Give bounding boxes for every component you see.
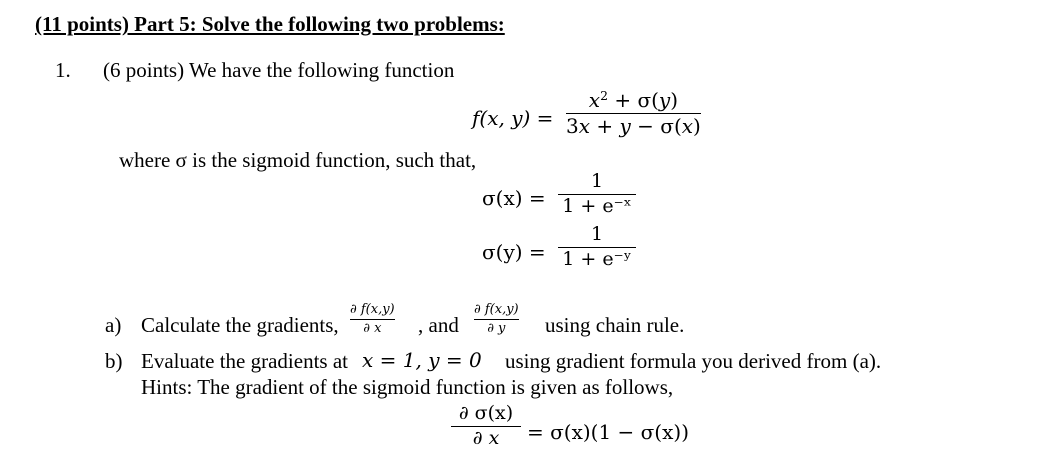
gradient-fy-numerator: ∂ f(x,y): [474, 302, 519, 317]
part-a-label: a): [105, 313, 122, 337]
function-numerator: $x^2 + \sigma(y)$: [588, 88, 679, 112]
part-b-label: b): [105, 349, 123, 373]
part-b-text-after: using gradient formula you derived from (a).: [505, 349, 882, 373]
sigmoid-y-lhs: σ(y) =: [482, 240, 546, 264]
where-text: where σ is the sigmoid function, such that,: [119, 148, 477, 172]
sigmoid-gradient-denominator: ∂ x: [472, 426, 500, 449]
gradient-fx-denominator: ∂ x: [363, 320, 382, 336]
sigmoid-y-denominator: 1 + e⁻ʸ: [562, 247, 632, 270]
sigmoid-y-numerator: 1: [590, 223, 604, 245]
part-a-text-after: using chain rule.: [545, 313, 685, 337]
fraction-bar: [350, 319, 395, 320]
fraction-bar: [474, 319, 519, 320]
function-fraction: [566, 90, 701, 137]
gradient-fx-numerator: ∂ f(x,y): [350, 302, 395, 317]
gradient-fy-denominator: ∂ y: [487, 320, 506, 336]
part-a-and: , and: [418, 313, 459, 337]
problem-intro: (6 points) We have the following function: [103, 58, 455, 82]
part-b-math: x = 1, y = 0: [362, 348, 482, 372]
part-b-text-before: Evaluate the gradients at: [141, 349, 348, 373]
function-lhs: f(x, y) =: [472, 106, 554, 130]
sigmoid-gradient-rhs: = σ(x)(1 − σ(x)): [527, 420, 689, 444]
section-heading: (11 points) Part 5: Solve the following two problems:: [35, 12, 505, 36]
part-b-hint: Hints: The gradient of the sigmoid function is given as follows,: [141, 375, 674, 399]
sigmoid-y-fraction: [558, 225, 636, 270]
part-a-text-before: Calculate the gradients,: [141, 313, 339, 337]
sigmoid-x-lhs: σ(x) =: [482, 186, 546, 210]
function-denominator: 3x + y − σ(x): [566, 114, 701, 138]
gradient-fx-fraction: [350, 303, 395, 335]
sigmoid-gradient-fraction: [451, 404, 521, 449]
sigmoid-gradient-numerator: ∂ σ(x): [458, 402, 514, 424]
sigmoid-x-numerator: 1: [590, 170, 604, 192]
sigmoid-x-fraction: [558, 172, 636, 217]
sigmoid-x-denominator: 1 + e⁻ˣ: [562, 194, 632, 217]
gradient-fy-fraction: [474, 303, 519, 335]
problem-number: 1.: [55, 58, 71, 82]
